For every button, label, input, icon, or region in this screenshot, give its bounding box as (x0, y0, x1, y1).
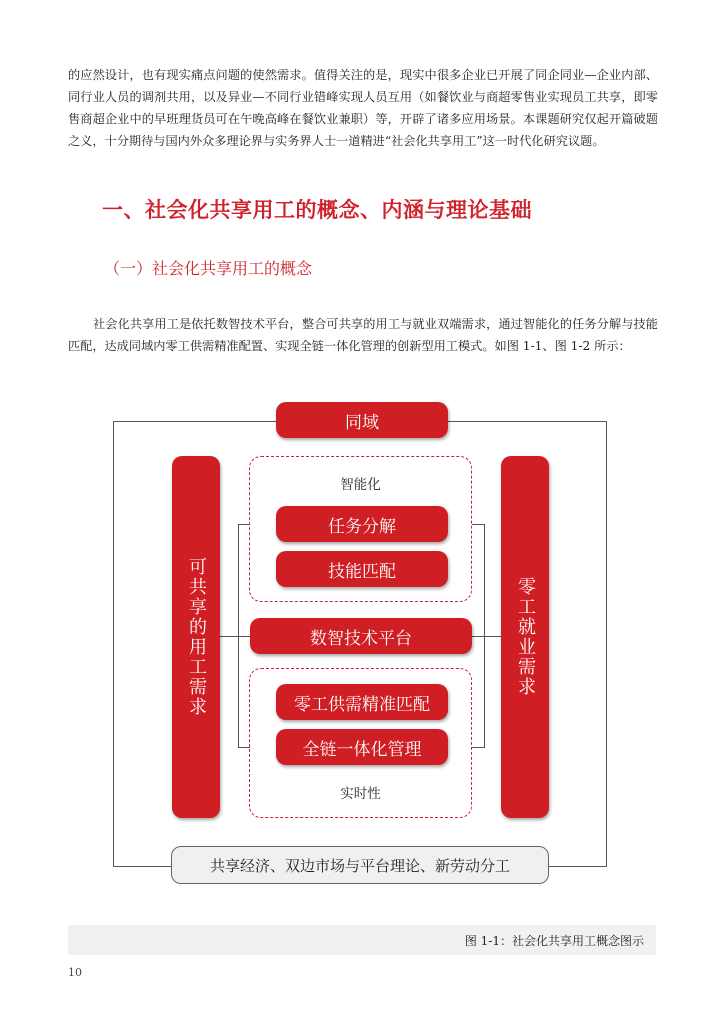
figure-caption: 图 1-1：社会化共享用工概念图示 (464, 934, 644, 948)
page-number: 10 (68, 966, 82, 979)
top-box: 同域 (276, 402, 448, 438)
connector-right-bottom (472, 747, 485, 748)
connector-left-mid (220, 636, 250, 637)
upper-item-1: 任务分解 (276, 506, 448, 542)
upper-item-2: 技能匹配 (276, 551, 448, 587)
lower-item-1: 零工供需精准匹配 (276, 684, 448, 720)
bottom-theory-box: 共享经济、双边市场与平台理论、新劳动分工 (171, 846, 549, 884)
upper-label: 智能化 (340, 477, 381, 493)
section-heading: 一、社会化共享用工的概念、内涵与理论基础 (102, 198, 532, 222)
caption-bar (68, 925, 656, 955)
center-platform-box: 数智技术平台 (250, 618, 472, 654)
subsection-heading: （一）社会化共享用工的概念 (104, 259, 313, 278)
left-vertical-box: 可共享的用工需求 (172, 456, 220, 818)
lower-item-2: 全链一体化管理 (276, 729, 448, 765)
connector-right-top (472, 524, 485, 525)
body-paragraph-2: 社会化共享用工是依托数智技术平台，整合可共享的用工与就业双端需求，通过智能化的任务分解与技能匹配，达成同域内零工供需精准配置、实现全链一体化管理的创新型用工模式。如图 1-1、图 1-2 所示： (68, 317, 658, 353)
body-paragraph-1: 的应然设计，也有现实痛点问题的使然需求。值得关注的是，现实中很多企业已开展了同企同业—企业内部、同行业人员的调剂共用，以及异业—不同行业错峰实现人员互用（如餐饮业与商超零售业实现员工共享，即零售商超企业中的早班理货员可在午晚高峰在餐饮业兼职）等，开辟了诸多应用场景。本课题研究仅起开篇破题之义，十分期待与国内外众多理论界与实务界人士一道精进“社会化共享用工”这一时代化研究议题。 (68, 68, 658, 148)
lower-label: 实时性 (340, 786, 381, 802)
connector-right-mid (472, 636, 502, 637)
right-vertical-box: 零工就业需求 (501, 456, 549, 818)
